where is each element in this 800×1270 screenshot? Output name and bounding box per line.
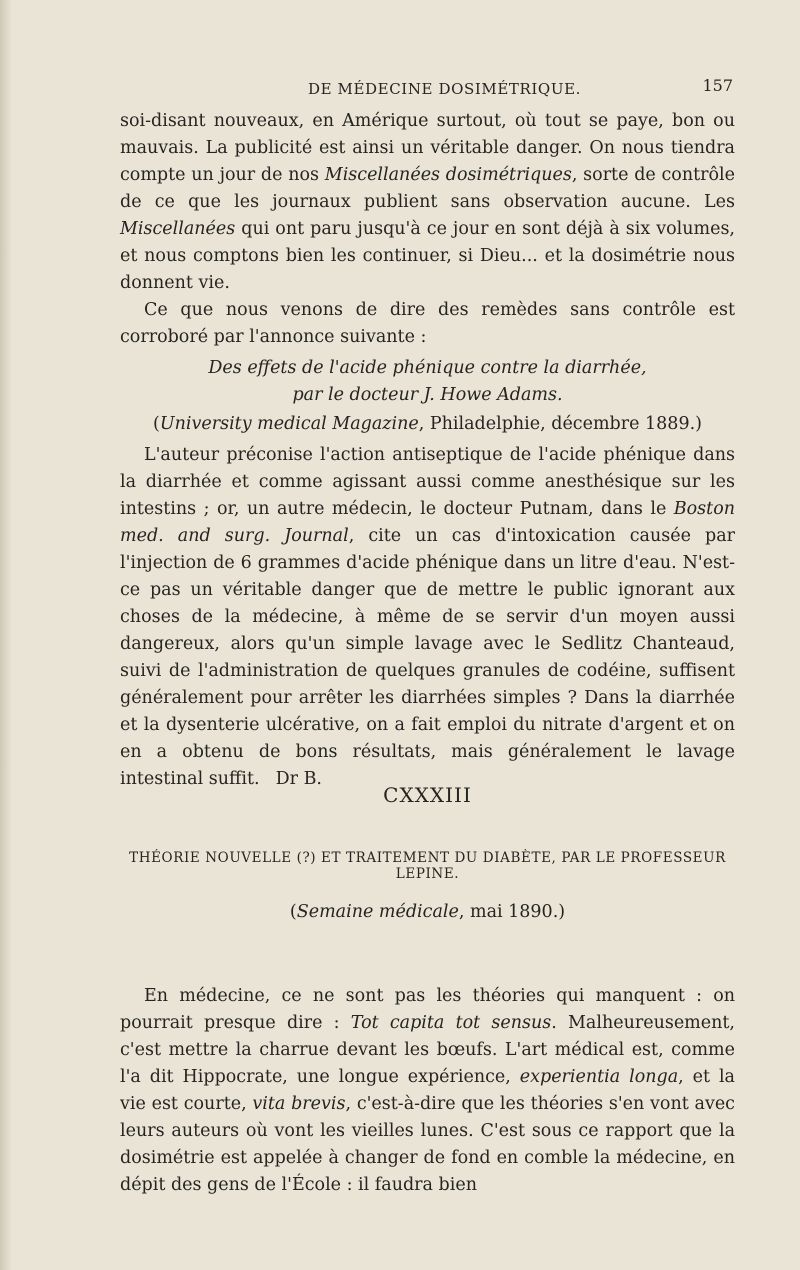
chapter-source: (Semaine médicale, mai 1890.): [289, 902, 566, 922]
signature: Dr B.: [275, 769, 322, 789]
italic-title: Miscellanées: [120, 219, 236, 239]
paragraph-3: L'auteur préconise l'action antiseptique de l'acide phénique dans la diarrhée et comme agissant aussi comme anesthésique sur les intestins ; or, un autre médecin, le docteur Putnam, dans le Boston med. and surg. Journal, cite un cas d'intoxication causée par l'injection de 6 grammes d'acide phénique dans un litre d'eau. N'est-ce pas un véritable danger que de mettre le public ignorant aux choses de la médecine, à même de se servir d'un moyen aussi dangereux, alors qu'un simple lavage avec le Sedlitz Chanteaud, suivi de l'administration de quelques granules de codéine, suffisent généralement pour arrêter les diarrhées simples ? Dans la diarrhée et la dysenterie ulcérative, on a fait emploi du nitrate d'argent et on en a obtenu de bons résultats, mais généralement le lavage intestinal suffit. Dr B.: [120, 445, 735, 789]
latin-phrase: experientia longa: [519, 1067, 679, 1087]
italic-title: Miscellanées dosimétriques: [324, 165, 572, 185]
paragraph-2: Ce que nous venons de dire des remèdes sans contrôle est corroboré par l'annonce suivante :: [120, 300, 735, 347]
running-title: DE MÉDECINE DOSIMÉTRIQUE.: [308, 80, 581, 98]
paragraph-1: soi-disant nouveaux, en Amérique surtout, où tout se paye, bon ou mauvais. La publicité est ainsi un véritable danger. On nous tiendra compte un jour de nos Miscellanées dosimétriques, sorte de contrôle de ce que les journaux publient sans observation aucune. Les Miscellanées qui ont paru jusqu'à ce jour en sont déjà à six volumes, et nous comptons bien les continuer, si Dieu... et la dosimétrie nous donnent vie.: [120, 111, 736, 293]
page-header: [120, 76, 735, 100]
chapter-title: THÉORIE NOUVELLE (?) ET TRAITEMENT DU DIABÈTE, PAR LE PROFESSEUR LEPINE.: [129, 850, 726, 882]
citation-source: (University medical Magazine, Philadelphie, décembre 1889.): [153, 414, 702, 434]
italic-title: Boston med. and surg. Journal: [120, 499, 735, 546]
page-number: 157: [702, 76, 733, 95]
citation-title-line-2: par le docteur J. Howe Adams.: [292, 385, 563, 405]
page-edge-shadow: [0, 0, 12, 1270]
article-text: [120, 108, 735, 793]
citation-title-line-1: Des effets de l'acide phénique contre la diarrhée,: [208, 358, 647, 378]
latin-phrase: Tot capita tot sensus: [350, 1013, 552, 1033]
chapter-text: [120, 983, 735, 1199]
chapter-paragraph-1: En médecine, ce ne sont pas les théories qui manquent : on pourrait presque dire : Tot capita tot sensus. Malheureusement, c'est mettre la charrue devant les bœufs. L'art médical est, comme l'a dit Hippocrate, une longue expérience, experientia longa, et la vie est courte, vita brevis, c'est-à-dire que les théories s'en vont avec leurs auteurs où vont les vieilles lunes. C'est sous ce rapport que la dosimétrie est appelée à changer de fond en comble la médecine, en dépit des gens de l'École : il faudra bien: [120, 986, 735, 1195]
chapter-number: CXXXIII: [383, 783, 472, 807]
latin-phrase: vita brevis: [252, 1094, 346, 1114]
